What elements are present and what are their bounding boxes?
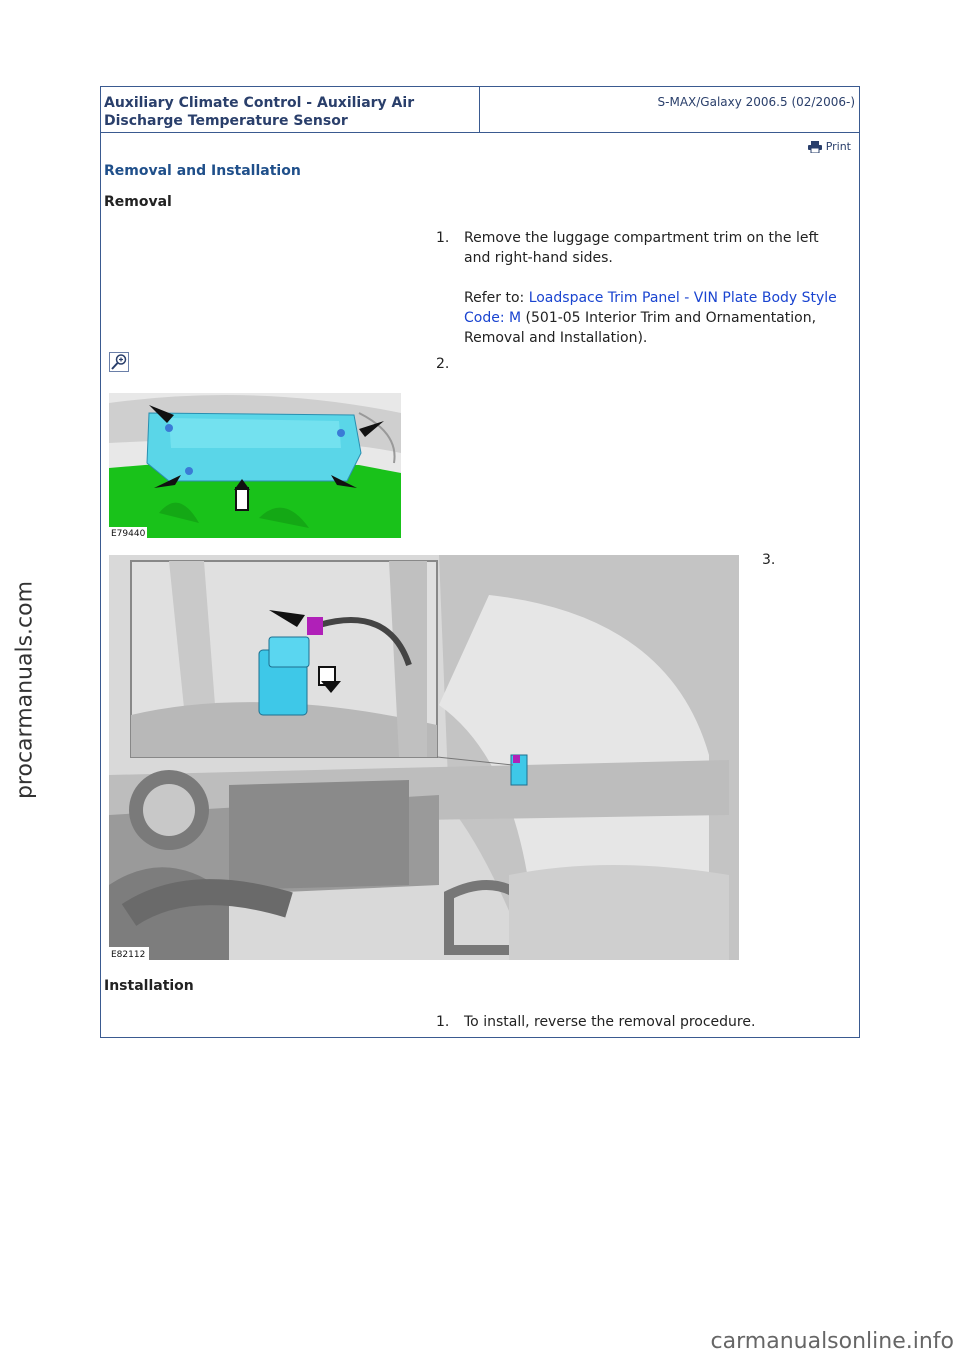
figure-e82112 [109, 555, 739, 960]
print-button[interactable] [808, 140, 851, 153]
installation-step-1-text: To install, reverse the removal procedure. [464, 1014, 756, 1030]
side-watermark: procarmanuals.com [12, 580, 38, 800]
section-title: Removal and Installation [104, 163, 301, 179]
print-label: Print [825, 140, 851, 153]
removal-step-1-text: Remove the luggage compartment trim on the left and right-hand sides. [464, 230, 819, 266]
installation-heading: Installation [104, 978, 194, 994]
figure-code-e79440: E79440 [111, 529, 146, 538]
document-frame [100, 86, 860, 1038]
removal-heading: Removal [104, 194, 172, 210]
page-title: Auxiliary Climate Control - Auxiliary Air Discharge Temperature Sensor [104, 95, 415, 129]
bottom-watermark: carmanualsonline.info [710, 1329, 954, 1354]
zoom-magnifier-icon[interactable] [109, 352, 129, 372]
loadspace-trim-link[interactable]: Loadspace Trim Panel - VIN Plate Body Style Code: M [464, 290, 837, 326]
installation-step-1-number: 1. [436, 1014, 450, 1030]
removal-step-3-number: 3. [762, 552, 776, 568]
printer-icon [808, 141, 822, 153]
removal-step-2-number: 2. [436, 356, 450, 372]
header-divider [479, 87, 480, 132]
removal-step-1-reference [464, 288, 849, 348]
document-header [101, 87, 859, 133]
refer-suffix: (501-05 Interior Trim and Ornamentation, Removal and Installation). [464, 310, 817, 346]
figure-code-e82112: E82112 [111, 950, 146, 960]
refer-prefix: Refer to: [464, 290, 529, 306]
removal-step-1-number: 1. [436, 230, 450, 246]
figure-e79440 [109, 393, 401, 538]
vehicle-model: S-MAX/Galaxy 2006.5 (02/2006-) [657, 95, 855, 109]
